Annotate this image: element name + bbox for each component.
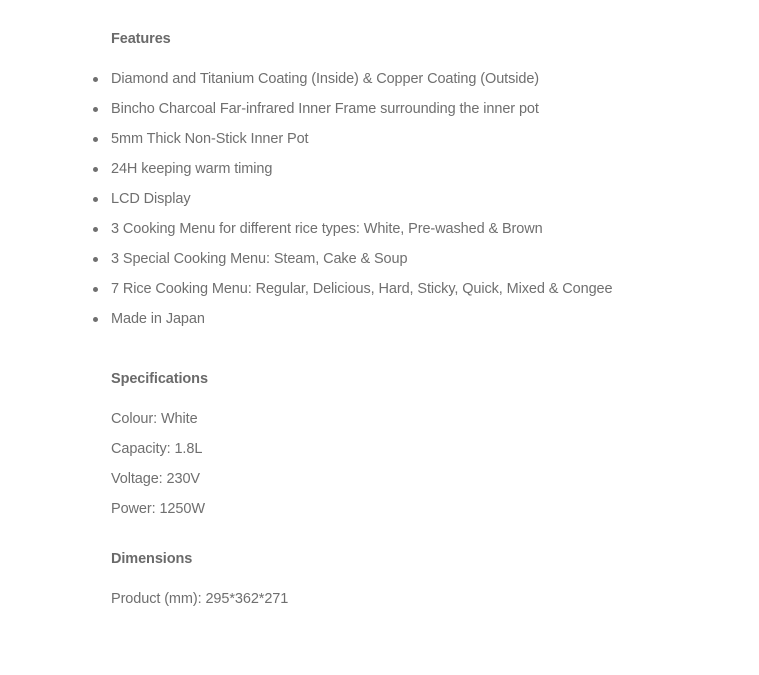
spec-power: Power: 1250W — [111, 501, 205, 517]
feature-item-cooking-menu: 3 Cooking Menu for different rice types: White, Pre-washed & Brown — [111, 219, 759, 239]
dimensions-list — [111, 589, 759, 609]
feature-item-keep-warm: 24H keeping warm timing — [111, 159, 759, 179]
feature-item-rice-menu: 7 Rice Cooking Menu: Regular, Delicious, Hard, Sticky, Quick, Mixed & Congee — [111, 279, 759, 299]
features-heading: Features — [111, 31, 171, 47]
specifications-heading: Specifications — [111, 371, 208, 387]
dimension-product: Product (mm): 295*362*271 — [111, 591, 289, 607]
dimensions-heading: Dimensions — [111, 551, 193, 567]
spec-voltage: Voltage: 230V — [111, 471, 200, 487]
feature-item-inner-pot: 5mm Thick Non-Stick Inner Pot — [111, 129, 759, 149]
spec-colour: Colour: White — [111, 411, 198, 427]
feature-item-display: LCD Display — [111, 189, 759, 209]
specifications-list — [111, 409, 759, 519]
feature-item-coating: Diamond and Titanium Coating (Inside) & Copper Coating (Outside) — [111, 69, 759, 89]
feature-item-origin: Made in Japan — [111, 309, 759, 329]
feature-item-inner-frame: Bincho Charcoal Far-infrared Inner Frame surrounding the inner pot — [111, 99, 759, 119]
features-list — [111, 69, 759, 329]
feature-item-special-menu: 3 Special Cooking Menu: Steam, Cake & Soup — [111, 249, 759, 269]
spec-capacity: Capacity: 1.8L — [111, 441, 203, 457]
